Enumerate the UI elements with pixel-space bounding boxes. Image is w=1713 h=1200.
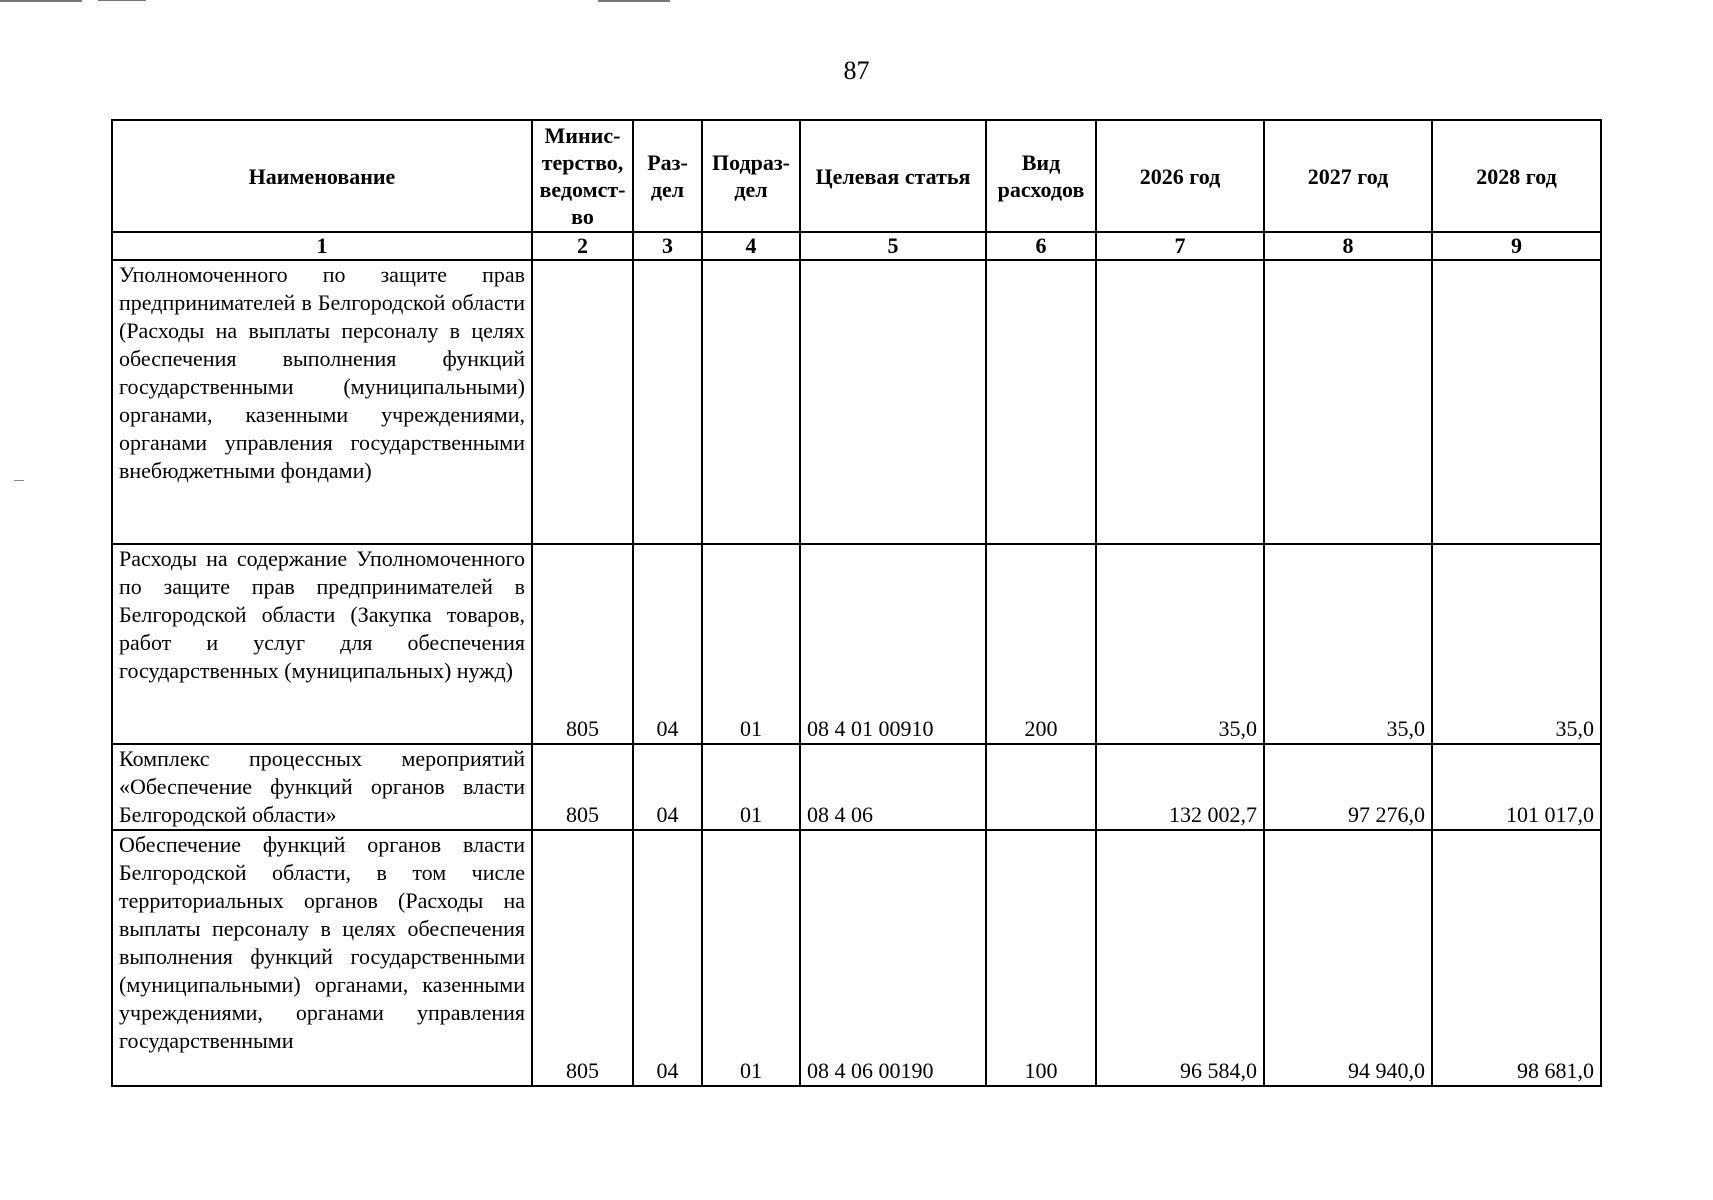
column-number: 3 <box>633 232 702 260</box>
table-row <box>112 260 1601 544</box>
row-ministry <box>532 260 633 544</box>
column-number: 2 <box>532 232 633 260</box>
budget-table <box>111 119 1602 1087</box>
row-target: 08 4 01 00910 <box>800 544 986 744</box>
row-2027: 35,0 <box>1264 544 1432 744</box>
column-header-ministry: Минис-терство, ведомст-во <box>532 120 633 232</box>
column-number: 8 <box>1264 232 1432 260</box>
top-edge-rule <box>598 0 670 2</box>
row-name: Расходы на содержание Уполномоченного по защите прав предпринимателей в Белгородской области (Закупка товаров, работ и услуг для обеспечения государственных (муниципальных) нужд) <box>112 544 532 744</box>
table-row <box>112 744 1601 830</box>
row-subsection: 01 <box>702 544 800 744</box>
row-subsection <box>702 260 800 544</box>
row-2027 <box>1264 260 1432 544</box>
row-2026: 96 584,0 <box>1096 830 1264 1086</box>
column-number: 4 <box>702 232 800 260</box>
row-target: 08 4 06 00190 <box>800 830 986 1086</box>
row-section <box>633 260 702 544</box>
table-row <box>112 830 1601 1086</box>
column-number: 6 <box>986 232 1096 260</box>
column-number-row <box>112 232 1601 260</box>
row-expense-type: 100 <box>986 830 1096 1086</box>
row-2026: 132 002,7 <box>1096 744 1264 830</box>
row-subsection: 01 <box>702 744 800 830</box>
row-name: Обеспечение функций органов власти Белгородской области, в том числе территориальных органов (Расходы на выплаты персоналу в целях обеспечения выполнения функций государственными (муниципальными) органами, казенными учреждениями, органами управления государственными <box>112 830 532 1086</box>
row-name: Комплекс процессных мероприятий «Обеспечение функций органов власти Белгородской области» <box>112 744 532 830</box>
row-2027: 97 276,0 <box>1264 744 1432 830</box>
header-row <box>112 120 1601 232</box>
column-header-target: Целевая статья <box>800 120 986 232</box>
margin-tick <box>14 480 24 481</box>
column-header-2027: 2027 год <box>1264 120 1432 232</box>
top-edge-rule <box>0 0 82 2</box>
column-header-section: Раз-дел <box>633 120 702 232</box>
column-header-subsection: Подраз-дел <box>702 120 800 232</box>
row-2026 <box>1096 260 1264 544</box>
column-number: 1 <box>112 232 532 260</box>
column-header-name: Наименование <box>112 120 532 232</box>
column-header-2026: 2026 год <box>1096 120 1264 232</box>
row-expense-type <box>986 744 1096 830</box>
row-2027: 94 940,0 <box>1264 830 1432 1086</box>
row-2028: 98 681,0 <box>1432 830 1601 1086</box>
row-target: 08 4 06 <box>800 744 986 830</box>
row-ministry: 805 <box>532 544 633 744</box>
row-2028: 35,0 <box>1432 544 1601 744</box>
row-ministry: 805 <box>532 830 633 1086</box>
row-2026: 35,0 <box>1096 544 1264 744</box>
row-ministry: 805 <box>532 744 633 830</box>
row-2028 <box>1432 260 1601 544</box>
row-expense-type <box>986 260 1096 544</box>
column-header-2028: 2028 год <box>1432 120 1601 232</box>
page-number: 87 <box>843 56 870 85</box>
row-subsection: 01 <box>702 830 800 1086</box>
row-section: 04 <box>633 544 702 744</box>
top-edge-rule <box>98 0 146 1</box>
column-number: 9 <box>1432 232 1601 260</box>
row-expense-type: 200 <box>986 544 1096 744</box>
row-section: 04 <box>633 744 702 830</box>
column-number: 5 <box>800 232 986 260</box>
row-2028: 101 017,0 <box>1432 744 1601 830</box>
table-row <box>112 544 1601 744</box>
row-target <box>800 260 986 544</box>
row-section: 04 <box>633 830 702 1086</box>
column-number: 7 <box>1096 232 1264 260</box>
column-header-expense-type: Вид расходов <box>986 120 1096 232</box>
row-name: Уполномоченного по защите прав предпринимателей в Белгородской области (Расходы на выплаты персоналу в целях обеспечения выполнения функций государственными (муниципальными) органами, казенными учреждениями, органами управления государственными внебюджетными фондами) <box>112 260 532 544</box>
